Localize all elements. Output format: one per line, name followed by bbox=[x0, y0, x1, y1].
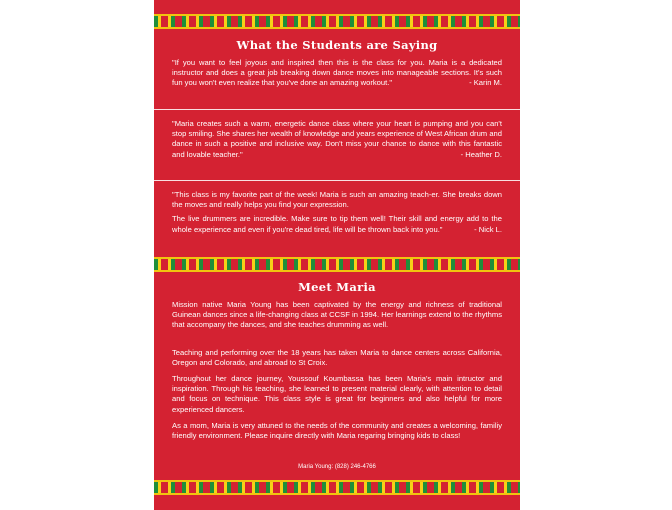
section-divider bbox=[154, 180, 520, 181]
quote-author: - Heather D. bbox=[460, 149, 502, 159]
bio-heading: Meet Maria bbox=[298, 280, 376, 294]
quote-author: - Karin M. bbox=[469, 78, 502, 88]
bio-paragraph: Mission native Maria Young has been captivated by the energy and richness of traditional Guinean dances since a life-changing class at CCSF in 1994. Her learnings extend to the rhythms that accompany the dances, and she teaches drumming as well. bbox=[172, 300, 502, 330]
testimonial-quote bbox=[172, 119, 502, 160]
quote-text: The live drummers are incredible. Make sure to tip them well! Their skill and energy add to the whole experience and even if you're dead tired, life will be thrown back into you." bbox=[172, 214, 502, 234]
kente-stripe-bottom bbox=[154, 480, 520, 495]
testimonials-heading: What the Students are Saying bbox=[236, 38, 438, 52]
bio-paragraph: As a mom, Maria is very attuned to the needs of the community and creates a welcoming, familiy friendly environment. Please inquire directly with Maria regaring bringing kids to class! bbox=[172, 421, 502, 441]
kente-stripe-middle bbox=[154, 257, 520, 272]
quote-text: "This class is my favorite part of the week! Maria is such an amazing teach-er. She breaks down the moves and really helps you find your expression. bbox=[172, 190, 502, 210]
quote-text-continued bbox=[172, 214, 502, 234]
testimonial-quote bbox=[172, 58, 502, 89]
kente-stripe-top bbox=[154, 14, 520, 29]
bio-paragraph: Throughout her dance journey, Youssouf Koumbassa has been Maria's main intructor and inspiration. Through his teaching, she learned to present material clearly, with attention to detail and focus on technique. This class style is great for beginners and also helpful for more experienced dancers. bbox=[172, 374, 502, 414]
quote-author: - Nick L. bbox=[474, 224, 502, 234]
contact-line: Maria Young: (828) 246-4766 bbox=[298, 464, 376, 470]
testimonial-quote bbox=[172, 190, 502, 235]
flyer-page bbox=[154, 0, 520, 510]
quote-text: "If you want to feel joyous and inspired then this is the class for you. Maria is a dedicated instructor and does a great job breaking down dance moves into manageable sections. It's such fun you won't even realize that you've done an amazing workout." bbox=[172, 58, 502, 88]
bio-paragraph: Teaching and performing over the 18 years has taken Maria to dance centers across California, Oregon and Colorado, and abroad to St Croix. bbox=[172, 348, 502, 368]
section-divider bbox=[154, 109, 520, 110]
quote-text: "Maria creates such a warm, energetic dance class where your heart is pumping and you can't stop smiling. She shares her wealth of knowledge and years experience of West African drum and dance in such a positive and inclusive way. Don't miss your chance to dance with this fantastic and lovable teacher." bbox=[172, 119, 502, 159]
